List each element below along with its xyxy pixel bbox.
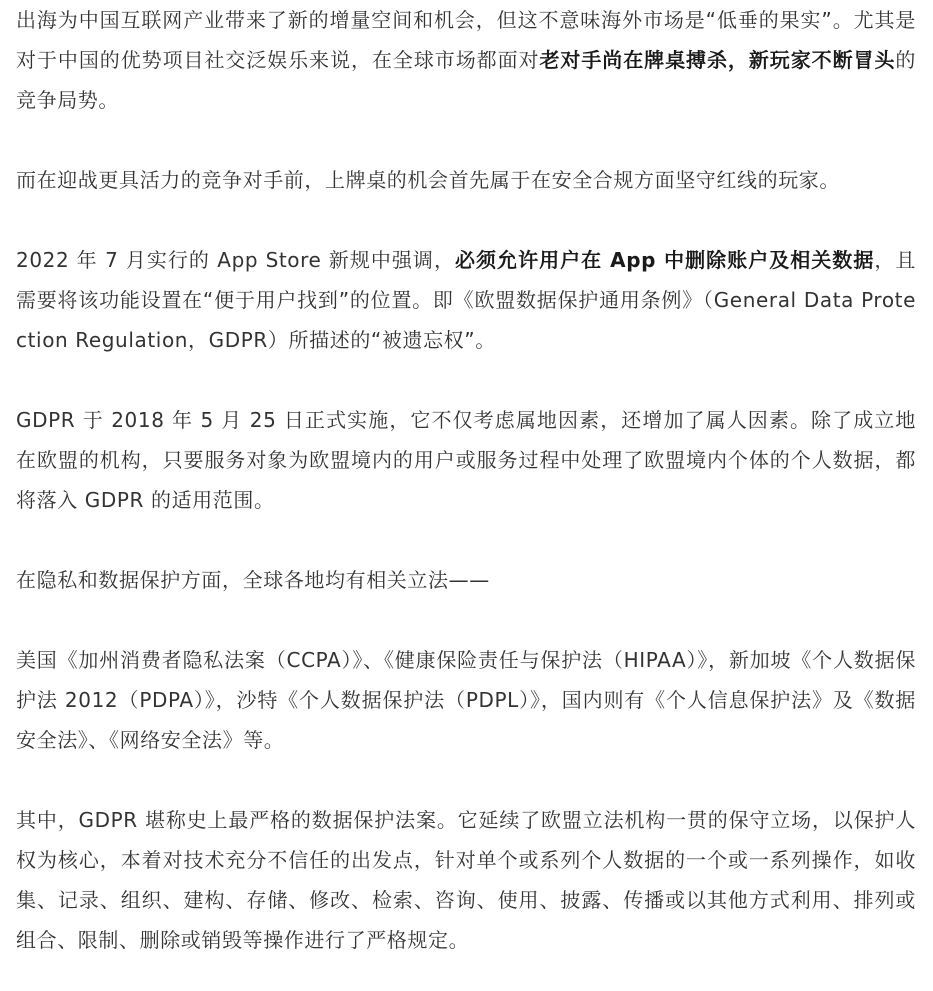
article-body bbox=[16, 0, 916, 960]
paragraph-text: 2022 年 7 月实行的 App Store 新规中强调， bbox=[16, 248, 455, 272]
paragraph-app-store-rules bbox=[16, 240, 916, 360]
paragraph-legislation-list: 美国《加州消费者隐私法案（CCPA）》、《健康保险责任与保护法（HIPAA）》，新加坡《个人数据保护法 2012（PDPA）》，沙特《个人数据保护法（PDPL）》，国内则有《个人信息保护法》及《数据安全法》、《网络安全法》等。 bbox=[16, 648, 916, 752]
paragraph-gap bbox=[16, 120, 916, 160]
paragraph-text: 出海为中国互联网产业带来了新的增量空间和机会，但这不意味海外市场是“低垂的果实”。尤其是对于中国的优势项目社交泛娱乐来说，在全球市场都面对 bbox=[16, 8, 916, 72]
paragraph-global-legislation-intro: 在隐私和数据保护方面，全球各地均有相关立法—— bbox=[16, 568, 490, 592]
paragraph-text: 的竞争局势。 bbox=[16, 48, 917, 112]
paragraph-gap bbox=[16, 760, 916, 800]
paragraph-gap bbox=[16, 520, 916, 560]
paragraph-gap bbox=[16, 360, 916, 400]
paragraph-gap bbox=[16, 600, 916, 640]
paragraph-overseas-market bbox=[16, 0, 916, 120]
paragraph-gdpr-scope: GDPR 于 2018 年 5 月 25 日正式实施，它不仅考虑属地因素，还增加了属人因素。除了成立地在欧盟的机构，只要服务对象为欧盟境内的用户或服务过程中处理了欧盟境内个体的个人数据，都将落入 GDPR 的适用范围。 bbox=[16, 408, 916, 512]
paragraph-gap bbox=[16, 200, 916, 240]
paragraph-compliance: 而在迎战更具活力的竞争对手前，上牌桌的机会首先属于在安全合规方面坚守红线的玩家。 bbox=[16, 168, 840, 192]
paragraph-gdpr-strictness: 其中，GDPR 堪称史上最严格的数据保护法案。它延续了欧盟立法机构一贯的保守立场，以保护人权为核心，本着对技术充分不信任的出发点，针对单个或系列个人数据的一个或一系列操作，如收集、记录、组织、建构、存储、修改、检索、咨询、使用、披露、传播或以其他方式利用、排列或组合、限制、删除或销毁等操作进行了严格规定。 bbox=[16, 808, 916, 952]
bold-emphasis: 必须允许用户在 App 中删除账户及相关数据 bbox=[454, 248, 875, 272]
bold-emphasis: 老对手尚在牌桌搏杀，新玩家不断冒头 bbox=[539, 48, 896, 72]
paragraph-text: ，且需要将该功能设置在“便于用户找到”的位置。即《欧盟数据保护通用条例》（General Data Protection Regulation，GDPR）所描述的“被遗忘权”。 bbox=[16, 248, 916, 352]
